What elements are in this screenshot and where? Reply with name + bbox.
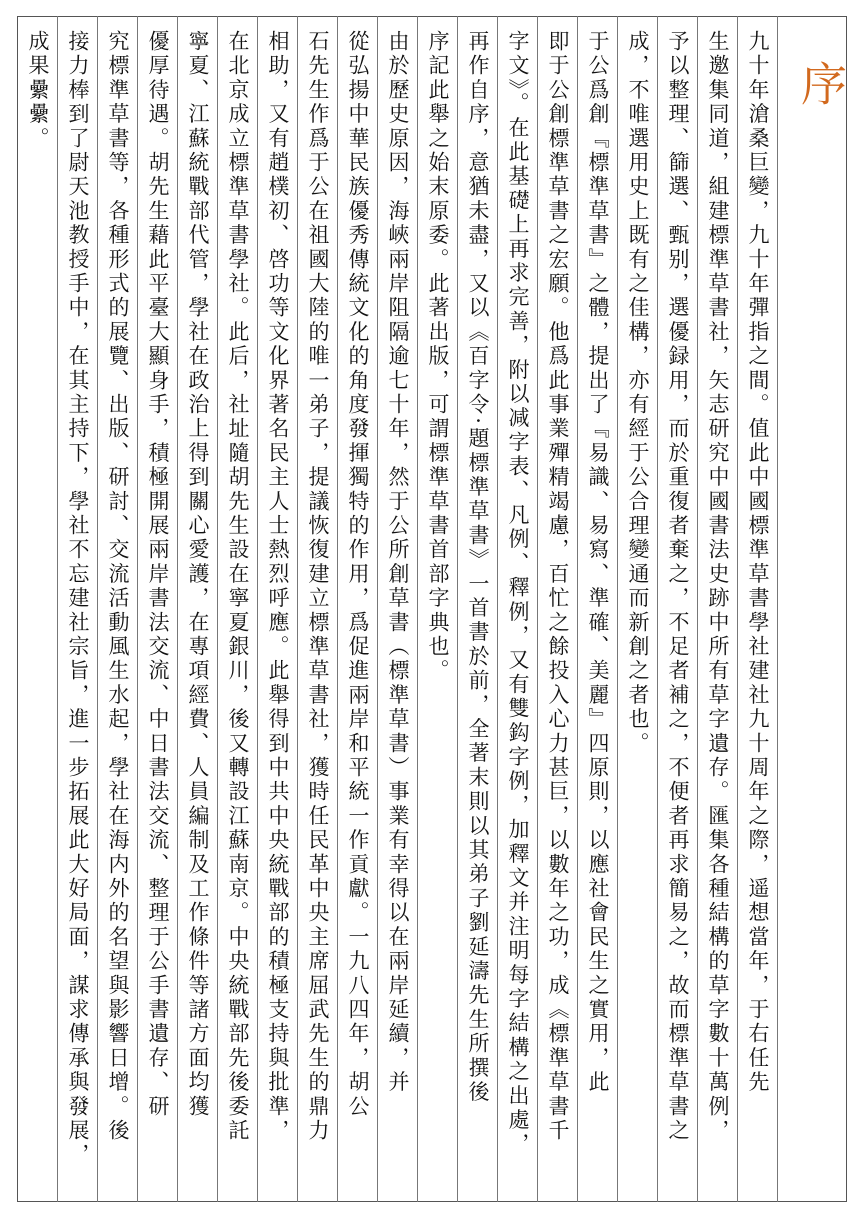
text-column: 即于公創標準草書之宏願。他爲此事業殫精竭慮，百忙之餘投入心力甚巨，以數年之功，成《標準草書千 [546,30,570,1144]
text-column: 于公爲創『標準草書』之體，提出了『易識、易寫、準確、美麗』四原則，以應社會民生之實用，此 [586,30,610,1095]
text-column: 生邀集同道，組建標準草書社，矢志研究中國書法史跡中所有草字遺存。匯集各種結構的草字數十萬例， [706,30,730,1144]
text-column: 再作自序，意猶未盡，又以《百字令·題標準草書》一首書於前，全著末則以其弟子劉延濤先生所撰後 [466,30,490,1105]
text-column: 相助，又有趙樸初、啓功等文化界著名民主人士熱烈呼應。此舉得到中共中央統戰部的積極支持與批準， [266,30,290,1144]
text-column: 序記此舉之始末原委。此著出版，可謂標準草書首部字典也。 [426,30,450,684]
text-column: 寧夏、江蘇統戰部代管，學社在政治上得到關心愛護，在專項經費、人員編制及工作條件等諸方面均獲 [186,30,210,1119]
preface-heading: 序 [794,60,848,106]
text-column: 予以整理、篩選、甄别，選優録用，而於重復者棄之，不足者補之，不便者再求簡易之，故而標準草書之 [666,30,690,1144]
text-column: 由於歷史原因，海峽兩岸阻隔逾七十年，然于公所創草書（標準草書）事業有幸得以在兩岸延續，并 [386,30,410,1095]
text-column: 成果纍纍。 [26,30,50,151]
text-column: 在北京成立標準草書學社。此后，社址隨胡先生設在寧夏銀川，後又轉設江蘇南京。中央統戰部先後委託 [226,30,250,1144]
text-column: 接力棒到了尉天池教授手中，在其主持下，學社不忘建社宗旨，進一步拓展此大好局面，謀求傳承與發展， [66,30,90,1168]
text-column: 從弘揚中華民族優秀傳統文化的角度發揮獨特的作用，爲促進兩岸和平統一作貢獻。一九八四年，胡公 [346,30,370,1119]
text-column: 究標準草書等，各種形式的展覽、出版、研討、交流活動風生水起，學社在海内外的名望與影響日增。後 [106,30,130,1144]
text-column: 字文》。在此基礎上再求完善，附以减字表、凡例、釋例，又有雙鈎字例，加釋文并注明每字結構之出處， [506,30,530,1157]
text-column: 成，不唯選用史上既有之佳構，亦有經于公合理變通而新創之者也。 [626,30,650,756]
text-column: 石先生作爲于公在祖國大陸的唯一弟子，提議恢復建立標準草書社，獲時任民革中央主席屈武先生的鼎力 [306,30,330,1144]
text-column: 九十年滄桑巨變，九十年彈指之間。值此中國標準草書學社建社九十周年之際，遥想當年，于右任先 [746,30,770,1095]
text-column: 優厚待遇。胡先生藉此平臺大顯身手，積極開展兩岸書法交流、中日書法交流、整理于公手書遺存、研 [146,30,170,1119]
